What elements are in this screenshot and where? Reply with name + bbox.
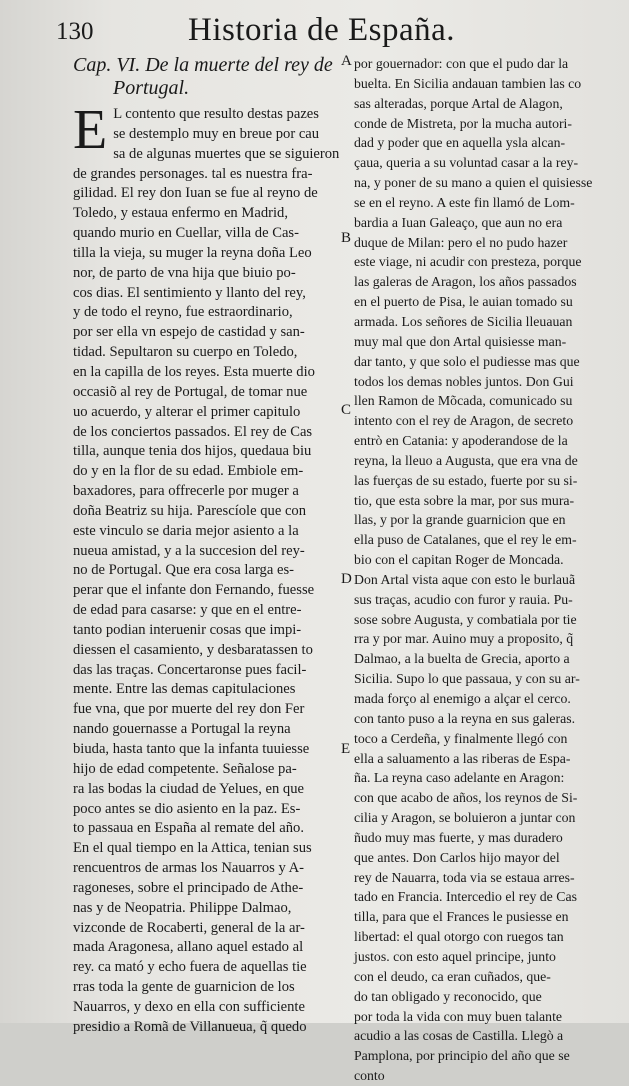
text-line: to passaua en España al remate del año.	[73, 820, 304, 837]
text-line: de los conciertos passados. El rey de Cas	[73, 423, 313, 440]
text-line: con tanto puso a la reyna en sus galeras.	[354, 710, 576, 726]
text-line: tidad. Sepultaron su cuerpo en Toledo,	[73, 344, 298, 361]
text-line: Dalmao, a la buelta de Grecia, aporto a	[354, 651, 570, 667]
text-line: se destemplo muy en breue por cau	[113, 125, 320, 142]
text-line: quando murio en Cuellar, villa de Cas-	[73, 225, 299, 242]
text-line: este viage, ni acudir con presteza, porque	[354, 254, 582, 270]
text-line: se en el reyno. A este fin llamó de Lom-	[354, 194, 575, 210]
text-line: las fuerças de su estado, fuerte por su si-	[354, 472, 578, 488]
page-number: 130	[56, 18, 94, 45]
text-line: reyna, la lleuo a Augusta, que era vna de	[354, 452, 578, 468]
text-line: toco a Cerdeña, y finalmente llegó con	[354, 730, 568, 746]
text-line: ragoneses, sobre el principado de Athe-	[73, 879, 304, 896]
text-line: presidio a Romã de Villanueua, q̃ quedo	[73, 1018, 307, 1035]
text-line: ña. La reyna caso adelante en Aragon:	[354, 770, 565, 786]
text-line: dar tanto, y que solo el pudiesse mas que	[354, 353, 580, 369]
drop-cap: E	[73, 99, 108, 161]
chapter-title	[73, 54, 338, 100]
text-line: L contento que resulto destas pazes	[113, 106, 319, 122]
text-line: na, y poner de su mano a quien el quisiesse	[354, 175, 593, 191]
text-line: de edad para casarse: y que en el entre-	[73, 602, 302, 619]
text-line: no de Portugal. Que era cosa larga es-	[73, 562, 294, 579]
text-line: çaua, queria a su voluntad casar a la rey-	[354, 155, 579, 171]
text-line: en el puerto de Pisa, le auian tomado su	[354, 294, 573, 310]
page-header	[56, 8, 576, 48]
text-line: Nauarros, y dexo en ella con sufficiente	[73, 998, 305, 1015]
text-line: cos dias. El sentimiento y llanto del rey,	[73, 284, 306, 301]
text-line: tilla, para que el Frances le pusiesse en	[354, 909, 569, 925]
text-line: y de todo el reyno, fue estraordinario,	[73, 304, 293, 321]
text-line: biuda, hasta tanto que la infanta tuuiesse	[73, 741, 310, 757]
text-line: bio con el capitan Roger de Moncada.	[354, 552, 564, 568]
text-line: do y en la flor de su edad. Embiole em-	[73, 463, 304, 480]
text-line: que antes. Don Carlos hijo mayor del	[354, 849, 560, 865]
text-line: ñudo muy mas fuerte, y mas duradero	[354, 829, 563, 845]
text-line: nueua amistad, y a la succesion del rey-	[73, 542, 305, 559]
text-line: las galeras de Aragon, los años passados	[354, 274, 577, 290]
text-line: con que acabo de años, los reynos de Si-	[354, 790, 578, 806]
text-line: sa de algunas muertes que se siguieron	[113, 145, 340, 162]
right-column	[354, 54, 612, 1086]
text-line: tanto podian interuenir cosas que impi-	[73, 621, 302, 638]
text-line: todos los demas nobles juntos. Don Gui	[354, 373, 574, 389]
text-line: llas, y por la grande guarnicion que en	[354, 512, 566, 528]
text-line: llen Ramon de Mõcada, comunicado su	[354, 393, 573, 409]
text-line: En el qual tiempo en la Attica, tenian sus	[73, 840, 312, 857]
text-line: ra las bodas la ciudad de Yelues, en que	[73, 780, 305, 797]
text-line: Don Artal vista aque con esto le burlauã	[354, 571, 576, 587]
text-line: por toda la vida con muy buen talante	[354, 1008, 563, 1024]
text-line: dad y poder que en aquella ysla alcan-	[354, 135, 566, 151]
text-line: tio, que esta sobre la mar, por sus mura-	[354, 492, 575, 508]
text-line: sose sobre Augusta, y combatiala por tie	[354, 611, 577, 627]
text-line: uo acuerdo, y alterar el primer capitulo	[73, 403, 301, 420]
text-line: por gouernador: con que el pudo dar la	[354, 56, 569, 71]
text-line: perar que el infante don Fernando, fuesse	[73, 582, 315, 599]
text-line: este vinculo se daria mejor asiento a la	[73, 522, 299, 539]
text-line: nas y de Neopatria. Philippe Dalmao,	[73, 899, 292, 916]
margin-letter-d: D	[341, 571, 352, 587]
text-line: Pamplona, por principio del año que se	[354, 1048, 570, 1064]
text-line: sus traças, acudio con furor y rauia. Pu-	[354, 591, 573, 607]
chapter-title-line: Cap. VI. De la muerte del rey de	[73, 54, 333, 76]
text-line: do tan obligado y reconocido, que	[354, 988, 542, 1004]
text-line: acudio a las cosas de Castilla. Llegò a	[354, 1028, 564, 1044]
text-line: baxadores, para offrecerle por muger a	[73, 483, 299, 500]
text-line: muy mal que don Artal quisiesse man-	[354, 333, 567, 349]
text-line: doña Beatriz su hija. Parescíole que con	[73, 502, 307, 519]
text-line: con el deudo, ca eran cuñados, que-	[354, 968, 551, 984]
text-line: diessen el casamiento, y desbaratassen to	[73, 641, 313, 658]
running-title: Historia de España.	[188, 12, 456, 48]
text-line: conto	[354, 1068, 385, 1084]
text-line: Sicilia. Supo lo que passaua, y con su ar-	[354, 671, 580, 687]
text-line: cilia y Aragon, se boluieron a juntar con	[354, 810, 576, 826]
text-line: en la capilla de los reyes. Esta muerte dio	[73, 363, 315, 380]
text-line: conde de Mistreta, por la mucha autori-	[354, 115, 572, 131]
text-line: ella puso de Catalanes, que el rey le em-	[354, 532, 577, 548]
text-line: fue vna, que por muerte del rey don Fer	[73, 701, 305, 718]
text-line: rey de Nauarra, toda via se estaua arres-	[354, 869, 575, 885]
text-line: duque de Milan: pero el no pudo hazer	[354, 234, 568, 250]
text-line: occasiõ al rey de Portugal, de tomar nue	[73, 383, 308, 400]
text-line: mada Aragonesa, allano aquel estado al	[73, 939, 304, 956]
text-line: nor, de parto de vna hija que biuio po-	[73, 264, 296, 281]
text-line: entrò en Catania: y apoderandose de la	[354, 433, 568, 449]
text-line: rras toda la gente de guarnicion de los	[73, 979, 295, 996]
text-line: armada. Los señores de Sicilia lleuauan	[354, 313, 573, 329]
text-line: mente. Entre las demas capitulaciones	[73, 681, 296, 698]
text-line: ella a saluamento a las riberas de Espa-	[354, 750, 571, 766]
text-line: rencuentros de armas los Nauarros y A-	[73, 860, 304, 877]
text-line: buelta. En Sicilia andauan tambien las co	[354, 75, 582, 91]
text-line: libertad: el qual otorgo con ruegos tan	[354, 929, 564, 945]
text-line: rey. ca mató y echo fuera de aquellas tie	[73, 959, 307, 976]
margin-letter-c: C	[341, 402, 352, 418]
text-line: das las traças. Concertaronse pues facil-	[73, 661, 307, 678]
text-line: sas alteradas, porque Artal de Alagon,	[354, 95, 563, 111]
margin-letter-a: A	[341, 53, 352, 69]
text-line: hijo de edad competente. Señalose pa-	[73, 760, 297, 777]
chapter-title-line: Portugal.	[113, 77, 190, 99]
left-column	[73, 54, 338, 1038]
text-line: tilla, aunque tenia dos hijos, quedaua biu	[73, 443, 312, 460]
text-line: poco antes se dio asiento en la paz. Es-	[73, 800, 301, 817]
text-line: tilla la vieja, su muger la reyna doña Leo	[73, 244, 312, 261]
text-line: por ser ella vn espejo de castidad y san-	[73, 324, 305, 341]
text-line: mada forço al enemigo a alçar el cerco.	[354, 691, 571, 706]
text-line: Toledo, y estaua enfermo en Madrid,	[73, 205, 288, 222]
text-line: intento con el rey de Aragon, de secreto	[354, 413, 574, 429]
text-line: de grandes personages. tal es nuestra fra-	[73, 165, 313, 182]
text-line: tado en Francia. Intercedio el rey de Cas	[354, 889, 577, 905]
text-line: justos. con esto aquel principe, junto	[354, 948, 556, 964]
text-line: vizconde de Rocaberti, general de la ar-	[73, 919, 305, 936]
margin-letter-e: E	[341, 741, 351, 757]
text-line: nando gouernasse a Portugal la reyna	[73, 721, 291, 738]
text-line: rra y por mar. Auino muy a proposito, q̃	[354, 631, 574, 647]
text-line: gilidad. El rey don Iuan se fue al reyno de	[73, 185, 318, 202]
text-line: bardia a Iuan Galeaço, que aun no era	[354, 214, 563, 230]
margin-letter-b: B	[341, 230, 352, 246]
